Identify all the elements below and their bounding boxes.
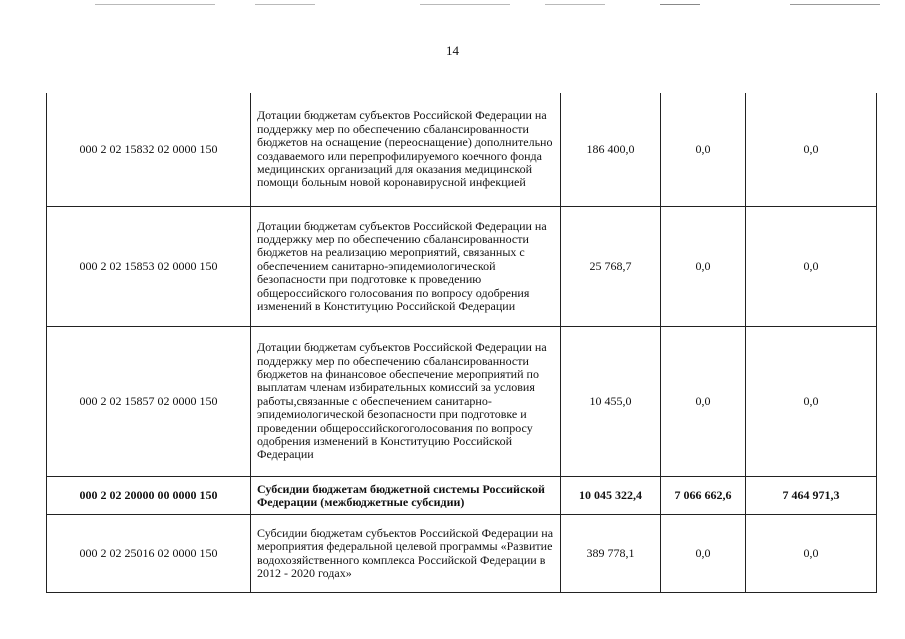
table-row — [47, 327, 877, 477]
page-number: 14 — [446, 43, 459, 58]
amount-year-1: 10 045 322,4 — [561, 477, 661, 515]
row-description: Дотации бюджетам субъектов Российской Федерации на поддержку мер по обеспечению сбалансированности бюджетов на оснащение (переоснащение) дополнительно создаваемого или перепрофилируемого коечного фонда медицинских организаций для оказания медицинской помощи больным новой коронавирусной инфекцией — [251, 93, 561, 207]
row-description: Дотации бюджетам субъектов Российской Федерации на поддержку мер по обеспечению сбалансированности бюджетов на реализацию мероприятий, связанных с обеспечением санитарно-эпидемиологической безопасности при подготовке к проведению общероссийского голосования по вопросу одобрения изменений в Конституцию Российской Федерации — [251, 207, 561, 327]
budget-code: 000 2 02 15857 02 0000 150 — [47, 327, 251, 477]
amount-year-2: 0,0 — [661, 207, 746, 327]
amount-year-3: 0,0 — [746, 515, 877, 593]
budget-code: 000 2 02 15832 02 0000 150 — [47, 93, 251, 207]
amount-year-3: 0,0 — [746, 93, 877, 207]
amount-year-2: 0,0 — [661, 515, 746, 593]
amount-year-1: 186 400,0 — [561, 93, 661, 207]
amount-year-2: 7 066 662,6 — [661, 477, 746, 515]
amount-year-1: 389 778,1 — [561, 515, 661, 593]
amount-year-3: 0,0 — [746, 327, 877, 477]
amount-year-3: 0,0 — [746, 207, 877, 327]
amount-year-3: 7 464 971,3 — [746, 477, 877, 515]
table-row — [47, 207, 877, 327]
budget-code: 000 2 02 15853 02 0000 150 — [47, 207, 251, 327]
budget-table — [46, 93, 877, 593]
row-description: Субсидии бюджетам субъектов Российской Федерации на мероприятия федеральной целевой программы «Развитие водохозяйственного комплекса Российской Федерации в 2012 - 2020 годах» — [251, 515, 561, 593]
amount-year-1: 25 768,7 — [561, 207, 661, 327]
row-description: Субсидии бюджетам бюджетной системы Российской Федерации (межбюджетные субсидии) — [251, 477, 561, 515]
table-row — [47, 93, 877, 207]
row-description: Дотации бюджетам субъектов Российской Федерации на поддержку мер по обеспечению сбалансированности бюджетов на финансовое обеспечение мероприятий по выплатам членам избирательных комиссий за условия работы,связанные с обеспечением санитарно-эпидемиологической безопасности при подготовке и проведении общероссийскогоголосования по вопросу одобрения изменений в Конституцию Российской Федерации — [251, 327, 561, 477]
table-row-subtotal — [47, 477, 877, 515]
amount-year-2: 0,0 — [661, 327, 746, 477]
scan-edge-artifact — [0, 4, 905, 7]
amount-year-1: 10 455,0 — [561, 327, 661, 477]
table-row — [47, 515, 877, 593]
amount-year-2: 0,0 — [661, 93, 746, 207]
budget-code: 000 2 02 25016 02 0000 150 — [47, 515, 251, 593]
budget-code: 000 2 02 20000 00 0000 150 — [47, 477, 251, 515]
